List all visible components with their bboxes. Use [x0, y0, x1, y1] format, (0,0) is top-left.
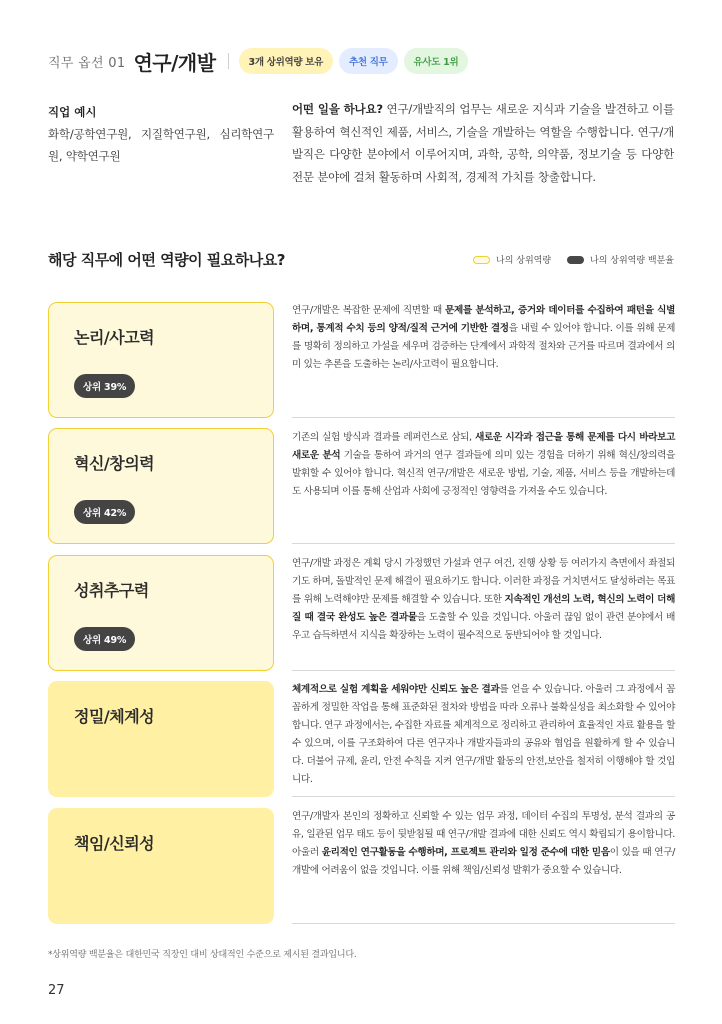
- description-text: 이 있을 때 연구/개발에 어려움이 없을 것입니다. 이를 위해 책임/신뢰성 발휘가 중요할 수 있습니다.: [292, 847, 676, 876]
- job-title: 연구/개발: [133, 50, 216, 75]
- competency-name: 논리/사고력: [74, 328, 155, 347]
- badge-similarity-rank: 유사도 1위: [404, 48, 469, 74]
- competency-name: 책임/신뢰성: [74, 834, 155, 853]
- emphasis-text: 새로운 시각과 접근을 통해 문제를 다시 바라보고 새로운 분석: [292, 432, 675, 461]
- competency-description: [292, 302, 675, 374]
- competency-name: 성취추구력: [74, 581, 149, 600]
- divider: [292, 923, 675, 924]
- description-text: 을 내릴 수 있어야 합니다. 이를 위해 문제를 명확히 정의하고 가설을 세우며 검증하는 단계에서 과학적 절차와 근거를 따르며 결과에서 의미 있는 추론을 도출하는 논리/사고력이 필요합니다.: [292, 323, 675, 370]
- description-text: 연구/개발자 본인의 정확하고 신뢰할 수 있는 업무 과정, 데이터 수집의 투명성, 분석 결과의 공유, 일관된 업무 태도 등이 뒷받침될 때 연구/개발 결과에 대한 신뢰도 역시 확립되기 용이합니다. 아울러: [292, 811, 675, 858]
- emphasis-text: 체계적으로 실험 계획을 세워야만 신뢰도 높은 결과: [292, 684, 500, 695]
- legend: [473, 253, 674, 266]
- competency-card-logic: [48, 302, 274, 418]
- description-text: 를 얻을 수 있습니다. 아울러 그 과정에서 꼼꼼하게 정밀한 작업을 통해 표준화된 절차와 방법을 따라 오류나 불확실성을 최소화할 수 있어야 합니다. 연구 과정에서는, 수집한 자료를 체계적으로 정리하고 관리하여 효율적인 자료 활용을 할 수 있으며, 이를 구조화하여 다른 연구자나 개발자들과의 공유와 협업을 원활하게 할 수 있습니다. 더불어 규제, 윤리, 안전 수칙을 지켜 연구/개발 활동의 안전,보안을 철저히 이행해야 할 것입니다.: [292, 684, 675, 785]
- legend-my-top: 나의 상위역량: [496, 256, 552, 266]
- divider: [292, 796, 675, 797]
- competency-name: 혁신/창의력: [74, 454, 155, 473]
- description-text: 연구/개발은 복잡한 문제에 직면할 때: [292, 305, 446, 316]
- description-text: 연구/개발 과정은 계획 당시 가정했던 가설과 연구 여건, 진행 상황 등 여러가지 측면에서 좌절되기도 하며, 돌발적인 문제 해결이 필요하기도 합니다. 이러한 과정을 거치면서도 달성하려는 목표를 위해 노력해야만 문제를 해결할 수 있습니다. 또한: [292, 558, 675, 605]
- emphasis-text: 문제를 분석하고, 증거와 데이터를 수집하여 패턴을 식별하며, 통계적 수치 등의 양적/질적 근거에 기반한 결정: [292, 305, 675, 334]
- job-examples-list: 화학/공학연구원, 지질학연구원, 심리학연구원, 약학연구원: [48, 127, 274, 163]
- legend-top-percent: 나의 상위역량 백분율: [590, 256, 674, 266]
- job-description-text: 연구/개발직의 업무는 새로운 지식과 기술을 발견하고 이를 활용하여 혁신적인 제품, 서비스, 기술을 개발하는 역할을 수행합니다. 연구/개발직은 다양한 분야에서 이루어지며, 과학, 공학, 의약품, 정보기술 등 다양한 전문 분야에 걸쳐 활동하며 사회적, 경제적 가치를 창출합니다.: [292, 102, 674, 184]
- page-number: 27: [48, 983, 65, 998]
- competency-description: [292, 429, 675, 501]
- badge-recommended: 추천 직무: [339, 48, 398, 74]
- competency-description: [292, 555, 675, 645]
- job-examples-heading: 직업 예시: [48, 105, 97, 119]
- job-description: [292, 98, 674, 188]
- competency-card-precision: [48, 681, 274, 797]
- description-text: 기존의 실험 방식과 결과를 레퍼런스로 삼되,: [292, 432, 476, 443]
- badge-top-competencies: 3개 상위역량 보유: [239, 48, 333, 74]
- job-option-label: 직무 옵션 01: [48, 55, 126, 71]
- emphasis-text: 윤리적인 연구활동을 수행하며, 프로젝트 관리와 일정 준수에 대한 믿음: [321, 847, 610, 858]
- competency-card-innovation: [48, 428, 274, 544]
- emphasis-text: 지속적인 개선의 노력, 혁신의 노력이 더해질 때 결국 완성도 높은 결과물: [292, 594, 675, 623]
- competency-section-title: 해당 직무에 어떤 역량이 필요하나요?: [48, 251, 285, 269]
- competency-card-responsibility: [48, 808, 274, 924]
- percentile-badge: 상위 39%: [74, 374, 135, 398]
- divider: [292, 417, 675, 418]
- legend-swatch-dark: [567, 256, 584, 264]
- competency-card-achievement: [48, 555, 274, 671]
- page-header: [48, 46, 474, 76]
- description-text: 을 도출할 수 있을 것입니다. 아울러 끊임 없이 관련 분야에서 배우고 습득하면서 지식을 확장하는 노력이 필수적으로 동반되어야 할 것입니다.: [292, 612, 675, 641]
- header-divider: [228, 53, 229, 69]
- percentile-badge: 상위 42%: [74, 500, 135, 524]
- job-description-question: 어떤 일을 하나요?: [292, 102, 383, 116]
- divider: [292, 543, 675, 544]
- competency-description: [292, 808, 675, 880]
- legend-swatch-outline: [473, 256, 490, 264]
- competency-name: 정밀/체계성: [74, 707, 155, 726]
- footnote: *상위역량 백분율은 대한민국 직장인 대비 상대적인 수준으로 제시된 결과입니다.: [48, 950, 357, 960]
- competency-description: [292, 681, 675, 789]
- job-examples: [48, 101, 274, 167]
- divider: [292, 670, 675, 671]
- percentile-badge: 상위 49%: [74, 627, 135, 651]
- description-text: 기술을 통하여 과거의 연구 결과들에 의미 있는 경험을 더하기 위해 혁신/창의력을 발휘할 수 있어야 합니다. 혁신적 연구/개발은 새로운 방법, 기술, 제품, 서비스 등을 개발하는데도 사용되며 이를 통해 산업과 사회에 긍정적인 영향력을 가져올 수도 있습니다.: [292, 450, 676, 497]
